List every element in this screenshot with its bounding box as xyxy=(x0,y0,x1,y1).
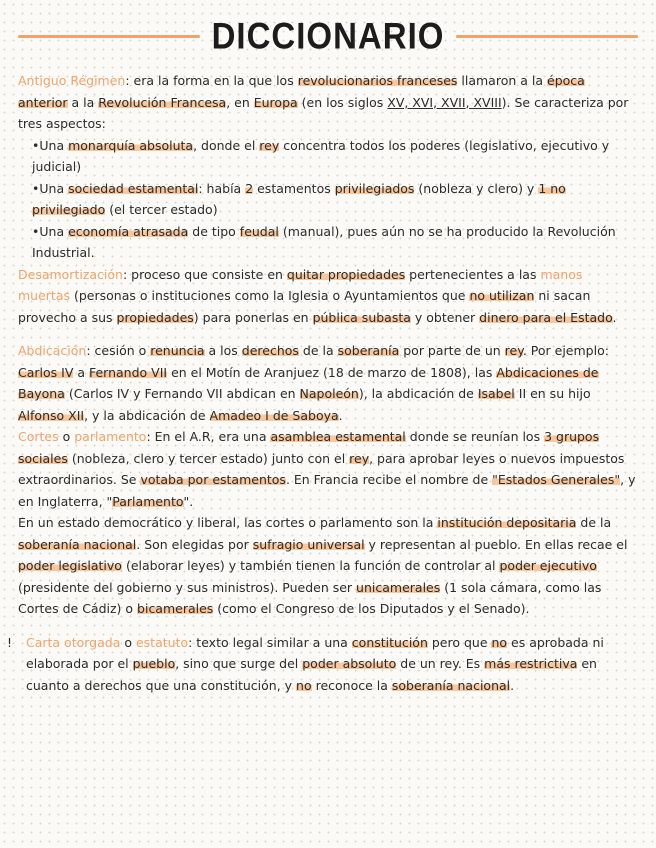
highlight: constitución xyxy=(351,634,428,650)
text: . En Francia recibe el nombre de xyxy=(285,472,493,487)
highlight: 2 xyxy=(245,180,254,196)
highlight: no xyxy=(491,634,508,650)
highlight: sociedad estamental xyxy=(68,180,199,196)
text: (presidente del gobierno y sus ministros). Pueden ser xyxy=(18,579,357,595)
bullet-monarquia xyxy=(18,135,638,178)
highlight: quitar propiedades xyxy=(286,266,406,282)
text: ni sacan provecho a sus xyxy=(18,288,591,325)
highlight: Revolución Francesa xyxy=(98,94,227,110)
spacer xyxy=(18,620,638,632)
text: en cuanto a derechos que una constitución, y xyxy=(26,656,597,693)
term-estatuto: estatuto xyxy=(135,634,189,650)
text: II en su hijo xyxy=(514,386,591,401)
term-parlamento: parlamento xyxy=(74,429,147,444)
highlight: propiedades xyxy=(116,309,194,325)
highlight: "Estados Generales" xyxy=(492,472,621,487)
highlight: privilegiados xyxy=(334,180,415,196)
dictionary-content xyxy=(7,70,638,696)
text: (1 sola cámara, como las Cortes de Cádiz) o xyxy=(18,579,602,616)
highlight: Alfonso XII xyxy=(18,407,85,423)
term-cortes: Cortes xyxy=(18,429,59,444)
highlight: soberanía nacional xyxy=(391,677,511,693)
highlight: Amadeo I de Saboya xyxy=(209,407,339,423)
highlight: feudal xyxy=(239,223,279,239)
text: concentra todos los poderes (legislativo, ejecutivo y judicial) xyxy=(32,137,610,174)
highlight: Abdicaciones de Bayona xyxy=(18,364,599,401)
exclamation-mark: ! xyxy=(7,634,13,650)
entry-cortes xyxy=(18,426,638,512)
text: , donde el xyxy=(193,137,260,153)
text: (nobleza y clero) y xyxy=(414,180,539,196)
text: . Son elegidas por xyxy=(136,536,253,552)
entry-abdicacion xyxy=(18,340,638,426)
highlight: pueblo xyxy=(132,656,176,671)
bullet-sociedad xyxy=(18,178,638,221)
highlight: rey xyxy=(349,450,370,466)
highlight: Parlamento xyxy=(112,493,184,509)
text: •Una xyxy=(32,137,69,153)
highlight: 1 no privilegiado xyxy=(32,180,566,217)
highlight: pública subasta xyxy=(312,309,411,325)
highlight: poder absoluto xyxy=(302,656,397,671)
text: pertenecientes a las xyxy=(405,266,541,282)
text: ) para ponerlas en xyxy=(193,309,313,325)
page-title: DICCIONARIO xyxy=(211,14,445,57)
text: •Una xyxy=(32,180,69,196)
text: : texto legal similar a una xyxy=(188,634,352,650)
entry-cortes-democratico xyxy=(18,512,638,620)
highlight: 3 grupos sociales xyxy=(18,429,600,466)
text: a los xyxy=(204,343,242,358)
term-desamortizacion: Desamortización xyxy=(18,266,123,282)
text: •Una xyxy=(32,223,69,239)
term-carta-otorgada: Carta otorgada xyxy=(26,634,121,650)
text: o xyxy=(120,634,136,650)
highlight: soberanía xyxy=(337,343,400,358)
bullet-economia xyxy=(18,221,638,264)
highlight: poder legislativo xyxy=(18,558,122,573)
text: ), la abdicación de xyxy=(358,386,478,401)
text: estamentos xyxy=(253,180,335,196)
text: . xyxy=(338,407,343,423)
highlight: más restrictiva xyxy=(484,656,578,671)
term-abdicacion: Abdicación xyxy=(18,343,87,358)
text: a la xyxy=(67,94,99,110)
text: pero que xyxy=(427,634,492,650)
text: (elaborar leyes) y también tienen la función de controlar al xyxy=(121,558,500,573)
highlight: renuncia xyxy=(150,343,205,358)
text: (nobleza, clero y tercer estado) junto con el xyxy=(67,450,350,466)
highlight: votaba por estamentos xyxy=(140,472,286,487)
text: donde se reunían los xyxy=(405,429,545,444)
text: (personas o instituciones como la Iglesia o Ayuntamientos que xyxy=(70,288,470,303)
text: (como el Congreso de los Diputados y el Senado). xyxy=(213,601,530,616)
highlight: institución depositaria xyxy=(437,515,577,530)
highlight: revolucionarios franceses xyxy=(297,73,458,88)
highlight: unicamerales xyxy=(356,579,441,595)
text: en el Motín de Aranjuez (18 de marzo de 1808), las xyxy=(167,364,497,380)
entry-desamortizacion xyxy=(18,264,638,329)
term-antiguo-regimen: Antiguo Régimen xyxy=(18,73,126,88)
text: . xyxy=(612,309,617,325)
highlight: rey xyxy=(259,137,280,153)
text: . Por ejemplo: xyxy=(522,343,609,358)
highlight: rey xyxy=(504,343,523,358)
highlight: época anterior xyxy=(18,73,585,110)
highlight: no xyxy=(296,677,312,693)
highlight: asamblea estamental xyxy=(270,429,406,444)
text: llamaron a la xyxy=(457,73,547,88)
text: por parte de un xyxy=(399,343,505,358)
text: y obtener xyxy=(410,309,480,325)
text: : había xyxy=(198,180,246,196)
text: (Carlos IV y Fernando VII abdican en xyxy=(64,386,300,401)
text: (en los siglos xyxy=(297,94,388,110)
text: de un rey. Es xyxy=(396,656,485,671)
highlight: no utilizan xyxy=(469,288,535,303)
text: , y en Inglaterra, " xyxy=(18,472,636,509)
text: En un estado democrático y liberal, las cortes o parlamento son la xyxy=(18,515,438,530)
text: ). Se caracteriza por tres aspectos: xyxy=(18,94,629,131)
highlight: poder ejecutivo xyxy=(499,558,597,573)
highlight: Napoleón xyxy=(299,386,359,401)
highlight: soberanía nacional xyxy=(18,536,137,552)
term-manos-muertas: manos muertas xyxy=(18,266,583,303)
text: y representan al pueblo. En ellas recae el xyxy=(364,536,628,552)
text: o xyxy=(58,429,75,444)
highlight: dinero para el Estado xyxy=(479,309,613,325)
title-rule-right xyxy=(456,35,638,38)
text: , en xyxy=(226,94,254,110)
text: , sino que surge del xyxy=(175,656,303,671)
entry-carta-otorgada xyxy=(7,632,638,697)
title-rule-left xyxy=(18,35,200,38)
highlight: Carlos IV xyxy=(18,364,74,380)
text: (manual), pues aún no se ha producido la Revolución Industrial. xyxy=(32,223,616,260)
entry-antiguo-regimen xyxy=(18,70,638,135)
highlight: derechos xyxy=(241,343,299,358)
highlight: economía atrasada xyxy=(68,223,189,239)
text: reconoce la xyxy=(311,677,392,693)
text: , y la abdicación de xyxy=(84,407,210,423)
text: ". xyxy=(183,493,194,509)
text: de tipo xyxy=(188,223,240,239)
text: : proceso que consiste en xyxy=(122,266,287,282)
highlight: Europa xyxy=(253,94,298,110)
text: (el tercer estado) xyxy=(105,202,218,217)
highlight: Fernando VII xyxy=(88,364,168,380)
text: es aprobada ni elaborada por el xyxy=(26,634,604,671)
spacer xyxy=(18,328,638,340)
text: a xyxy=(73,364,89,380)
text: de la xyxy=(576,515,612,530)
highlight: bicamerales xyxy=(137,601,214,616)
text: de la xyxy=(298,343,338,358)
underlined-text: XV, XVI, XVII, XVIII xyxy=(387,94,502,110)
highlight: sufragio universal xyxy=(252,536,365,552)
highlight: monarquía absoluta xyxy=(68,137,194,153)
title-row xyxy=(18,12,638,60)
text: . xyxy=(510,677,515,693)
text: : En el A.R, era una xyxy=(146,429,271,444)
text: , para aprobar leyes o nuevos impuestos extraordinarios. Se xyxy=(18,450,625,487)
text: : cesión o xyxy=(86,343,151,358)
text: : era la forma en la que los xyxy=(125,73,298,88)
highlight: Isabel xyxy=(477,386,515,401)
